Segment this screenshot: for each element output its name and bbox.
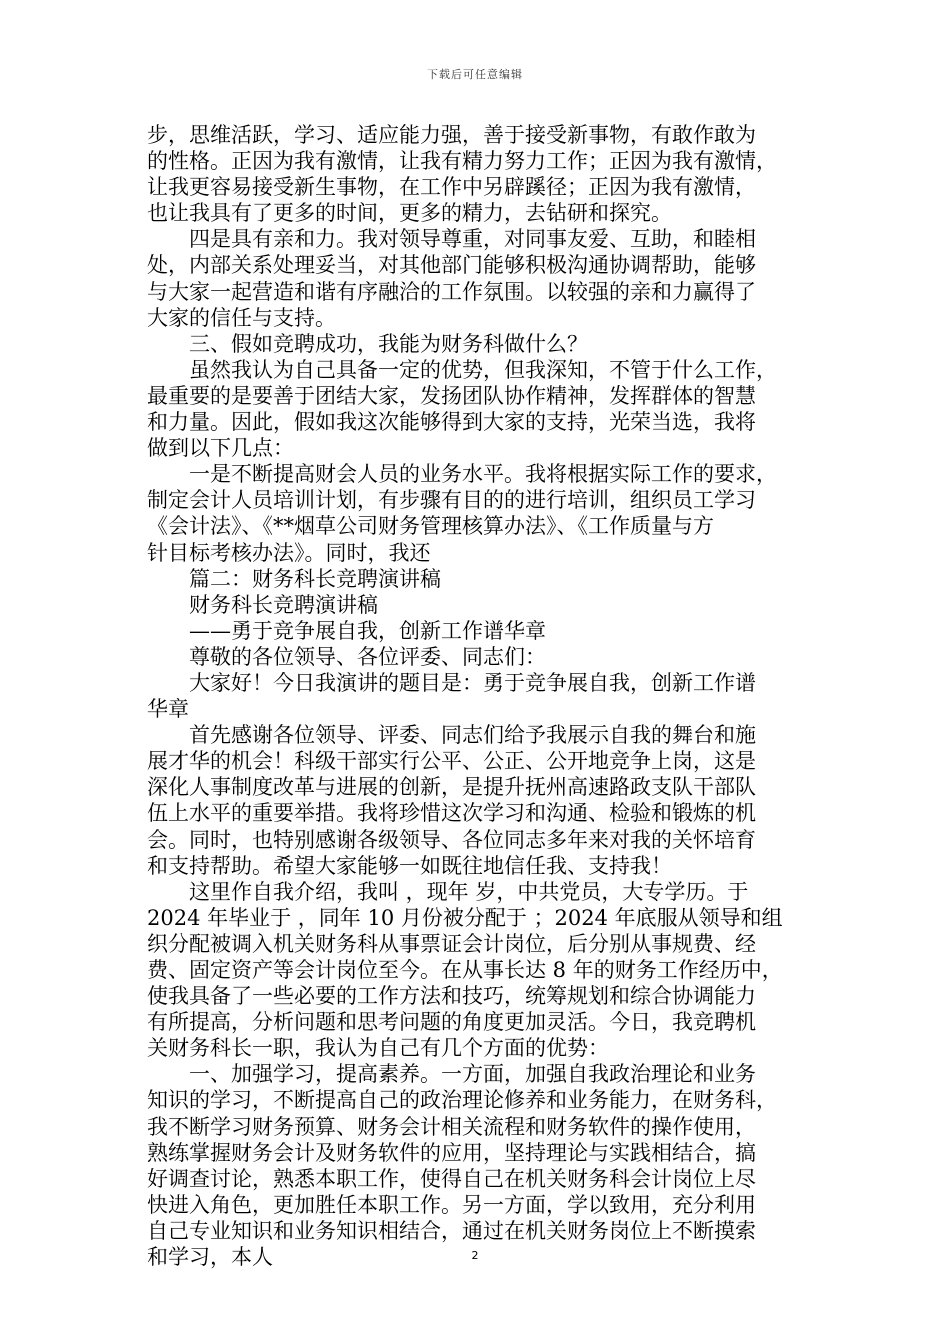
text-line: 四是具有亲和力。我对领导尊重，对同事友爱、互助，和睦相 — [189, 227, 756, 252]
text-line: 会。同时，也特别感谢各级领导、各位同志多年来对我的关怀培育 — [147, 827, 756, 852]
text-line: 快进入角色，更加胜任本职工作。另一方面，学以致用，充分利用 — [147, 1192, 756, 1217]
page-number: 2 — [471, 1249, 479, 1262]
text-line: 关财务科长一职，我认为自己有几个方面的优势： — [147, 1036, 609, 1061]
text-line: 好调查讨论，熟悉本职工作，使得自己在机关财务科会计岗位上尽 — [147, 1166, 756, 1191]
text-line: 首先感谢各位领导、评委、同志们给予我展示自我的舞台和施 — [189, 723, 756, 748]
text-line: 深化人事制度改革与进展的创新，是提升抚州高速路政支队干部队 — [147, 775, 756, 800]
text-line: 步，思维活跃，学习、适应能力强，善于接受新事物，有敢作敢为 — [147, 123, 756, 147]
text-line: 制定会计人员培训计划，有步骤有目的的进行培训，组织员工学习 — [147, 488, 756, 513]
text-line: 三、假如竞聘成功，我能为财务科做什么？ — [189, 331, 588, 356]
text-line: 有所提高，分析问题和思考问题的角度更加灵活。今日，我竞聘机 — [147, 1010, 756, 1035]
text-line: 熟练掌握财务会计及财务软件的应用，坚持理论与实践相结合，搞 — [147, 1140, 756, 1165]
text-line: 财务科长竞聘演讲稿 — [189, 592, 378, 617]
text-line: 2024 年毕业于 ，同年 10 月份被分配于 ；2024 年底服从领导和组 — [147, 905, 783, 930]
text-line: 《会计法》、《**烟草公司财务管理核算办法》、《工作质量与方 — [147, 514, 714, 539]
text-line: 尊敬的各位领导、各位评委、同志们： — [189, 644, 546, 669]
text-line: 知识的学习，不断提高自己的政治理论修养和业务能力，在财务科， — [147, 1088, 777, 1113]
text-line: 与大家一起营造和谐有序融洽的工作氛围。以较强的亲和力赢得了 — [147, 279, 756, 304]
text-line: 华章 — [147, 697, 189, 722]
text-line: 做到以下几点： — [147, 436, 294, 461]
text-line: 和学习，本人 — [147, 1245, 273, 1270]
text-line: 展才华的机会！科级干部实行公平、公正、公开地竞争上岗，这是 — [147, 749, 756, 774]
text-line: ——勇于竞争展自我，创新工作谱华章 — [189, 618, 546, 643]
page-header: 下载后可任意编辑 — [427, 68, 523, 81]
text-line: 最重要的是要善于团结大家，发扬团队协作精神，发挥群体的智慧 — [147, 383, 756, 408]
text-line: 自己专业知识和业务知识相结合，通过在机关财务岗位上不断摸索 — [147, 1218, 756, 1243]
text-line: 的性格。正因为我有激情，让我有精力努力工作；正因为我有激情， — [147, 149, 777, 174]
text-line: 针目标考核办法》。同时，我还 — [147, 540, 431, 565]
text-line: 也让我具有了更多的时间，更多的精力，去钻研和探究。 — [147, 201, 672, 226]
text-line: 处，内部关系处理妥当，对其他部门能够积极沟通协调帮助，能够 — [147, 253, 756, 278]
text-line: 我不断学习财务预算、财务会计相关流程和财务软件的操作使用， — [147, 1114, 756, 1139]
text-line: 一是不断提高财会人员的业务水平。我将根据实际工作的要求， — [189, 462, 777, 487]
text-line: 这里作自我介绍，我叫 ，现年 岁，中共党员，大专学历。于 — [189, 879, 749, 904]
text-line: 费、固定资产等会计岗位至今。在从事长达 8 年的财务工作经历中， — [147, 958, 783, 982]
text-line: 和支持帮助。希望大家能够一如既往地信任我、支持我！ — [147, 853, 672, 878]
text-line: 让我更容易接受新生事物，在工作中另辟蹊径；正因为我有激情， — [147, 175, 756, 200]
body-text — [147, 122, 807, 1270]
text-line: 织分配被调入机关财务科从事票证会计岗位，后分别从事规费、经 — [147, 931, 756, 956]
text-line: 大家好！今日我演讲的题目是：勇于竞争展自我，创新工作谱 — [189, 670, 756, 695]
text-line: 一、加强学习，提高素养。一方面，加强自我政治理论和业务 — [189, 1062, 756, 1087]
text-line: 篇二：财务科长竞聘演讲稿 — [189, 566, 441, 591]
text-line: 虽然我认为自己具备一定的优势，但我深知，不管于什么工作， — [189, 357, 777, 382]
text-line: 伍上水平的重要举措。我将珍惜这次学习和沟通、检验和锻炼的机 — [147, 801, 756, 826]
text-line: 和力量。因此，假如我这次能够得到大家的支持，光荣当选，我将 — [147, 410, 756, 435]
text-line: 使我具备了一些必要的工作方法和技巧，统筹规划和综合协调能力 — [147, 984, 756, 1009]
text-line: 大家的信任与支持。 — [147, 305, 336, 330]
